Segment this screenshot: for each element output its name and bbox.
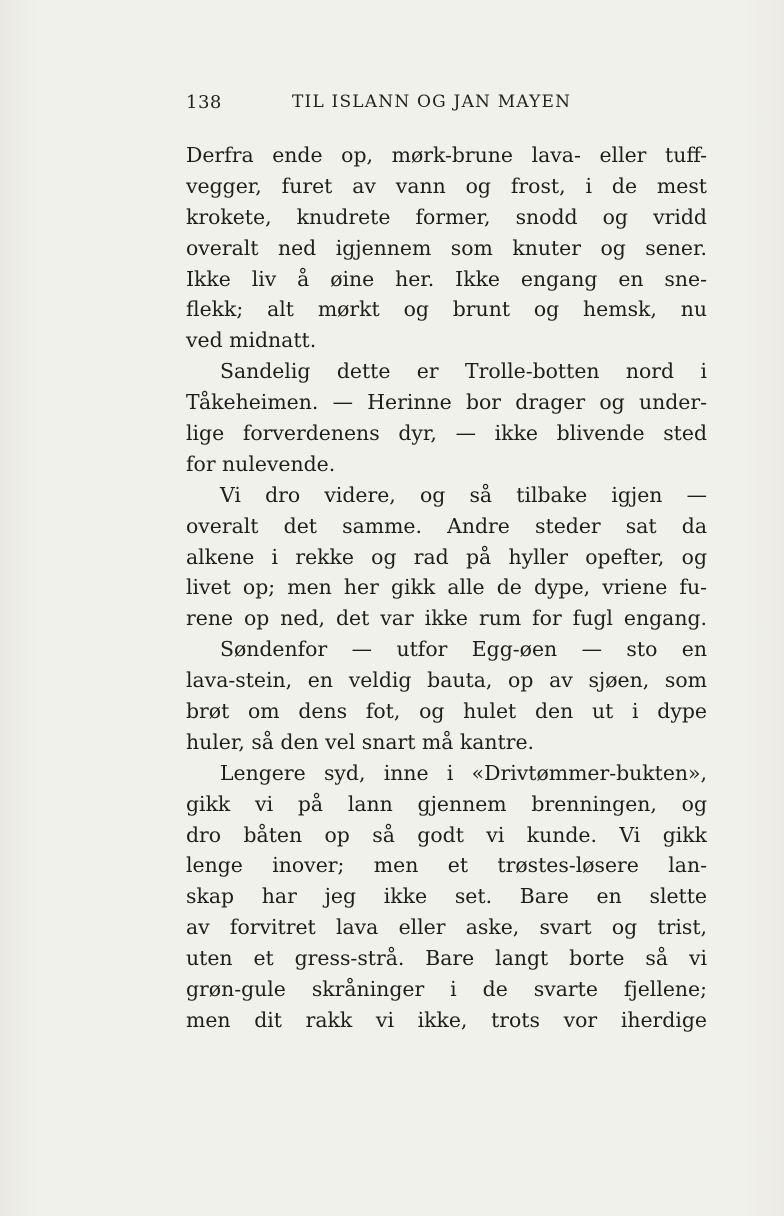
text-line: overalt det samme. Andre steder sat da [186,513,707,538]
text-line: huler, så den vel snart må kantre. [186,729,535,754]
text-line: flekk; alt mørkt og brunt og hemsk, nu [186,297,707,322]
text-line: men dit rakk vi ikke, trots vor iherdige [186,1007,707,1032]
text-line: alkene i rekke og rad på hyller opefter, og [186,544,707,569]
text-line: Ikke liv å øine her. Ikke engang en sne- [186,266,707,291]
page-number: 138 [186,92,222,113]
text-line: dro båten op så godt vi kunde. Vi gikk [186,822,707,847]
text-line: Søndenfor — utfor Egg-øen — sto en [220,637,707,662]
text-line: ved midnatt. [186,328,317,353]
text-line: brøt om dens fot, og hulet den ut i dype [186,699,707,724]
text-line: Derfra ende op, mørk-brune lava- eller tuff- [186,143,707,167]
running-title: TIL ISLANN OG JAN MAYEN [292,92,572,112]
body-text [186,140,707,1036]
text-line: vegger, furet av vann og frost, i de mest [186,173,707,198]
text-line: uten et gress-strå. Bare langt borte så vi [186,946,707,971]
text-line: av forvitret lava eller aske, svart og trist, [186,915,707,940]
text-line: Sandelig dette er Trolle-botten nord i [220,359,707,384]
text-line: lenge inover; men et trøstes-løsere lan- [186,853,707,878]
text-line: lava-stein, en veldig bauta, op av sjøen, som [186,668,707,693]
text-line: for nulevende. [186,451,336,476]
running-head [186,92,706,122]
text-line: krokete, knudrete former, snodd og vridd [186,204,707,229]
text-line: grøn-gule skråninger i de svarte fjellene; [186,977,707,1002]
text-line: Lengere syd, inne i «Drivtømmer-bukten», [220,760,707,785]
text-line: lige forverdenens dyr, — ikke blivende sted [186,421,707,446]
text-line: gikk vi på lann gjennem brenningen, og [186,791,707,816]
text-line: skap har jeg ikke set. Bare en slette [186,884,707,909]
text-line: Vi dro videre, og så tilbake igjen — [220,482,707,507]
text-line: Tåkeheimen. — Herinne bor drager og under- [186,390,707,415]
text-line: livet op; men her gikk alle de dype, vriene fu- [186,575,707,600]
text-line: rene op ned, det var ikke rum for fugl engang. [186,606,707,631]
text-line: overalt ned igjennem som knuter og sener. [186,235,707,260]
